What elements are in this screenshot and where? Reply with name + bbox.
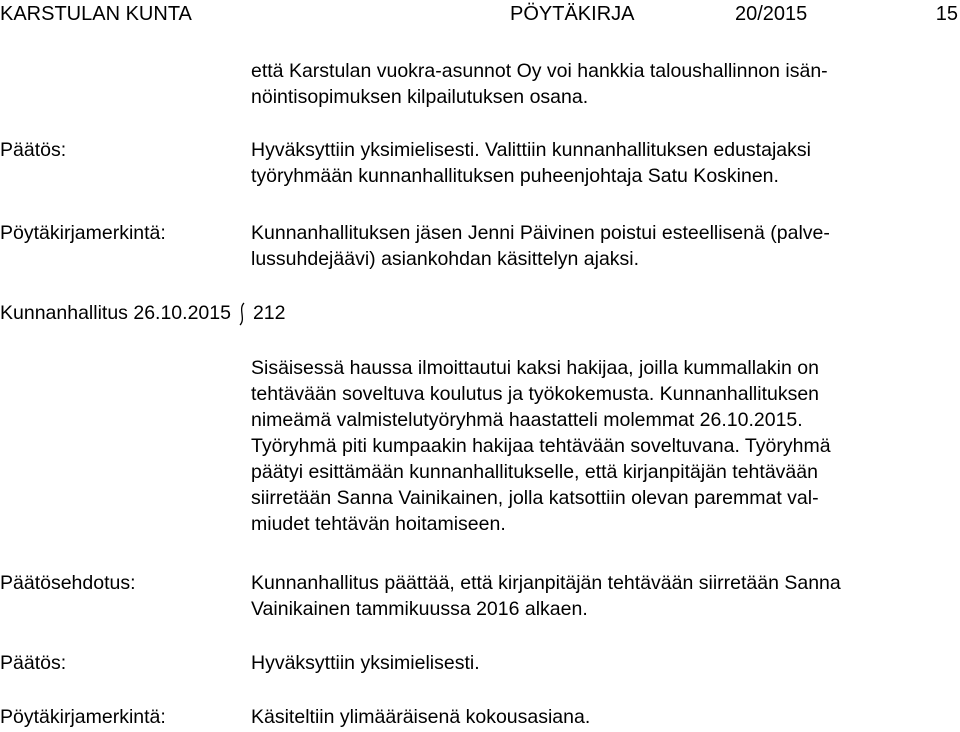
paragraph-line: Kunnanhallituksen jäsen Jenni Päivinen poistui esteellisenä (palve-	[251, 222, 830, 244]
paragraph-line: miudet tehtävän hoitamiseen.	[251, 513, 506, 535]
minutes-note-text	[251, 704, 956, 730]
paragraph-line: että Karstulan vuokra-asunnot Oy voi hankkia taloushallinnon isän-	[251, 60, 828, 82]
paragraph-line: Työryhmä piti kumpaakin hakijaa tehtävään soveltuvana. Työryhmä	[251, 435, 831, 457]
meeting-section-heading	[0, 300, 286, 327]
decision-label: Päätös:	[0, 652, 67, 674]
paragraph-line: Kunnanhallitus päättää, että kirjanpitäjän tehtävään siirretään Sanna	[251, 572, 841, 594]
prev-decision-text	[251, 137, 956, 189]
header-page-number: 15	[935, 3, 958, 25]
paragraph-line: Käsiteltiin ylimääräisenä kokousasiana.	[251, 706, 591, 728]
header-document-number: 20/2015	[735, 3, 808, 25]
minutes-note-label: Pöytäkirjamerkintä:	[0, 706, 166, 728]
paragraph-line: työryhmään kunnanhallituksen puheenjohtaja Satu Koskinen.	[251, 165, 779, 187]
prev-decision-label: Päätös:	[0, 139, 67, 161]
section-separator-icon	[237, 301, 247, 327]
prev-minutes-note-text	[251, 220, 956, 272]
prev-minutes-note-label: Pöytäkirjamerkintä:	[0, 222, 166, 244]
paragraph-line: Sisäisessä haussa ilmoittautui kaksi hakijaa, joilla kummallakin on	[251, 357, 819, 379]
section-number: 212	[252, 302, 286, 324]
meeting-body-date: Kunnanhallitus 26.10.2015	[0, 302, 231, 324]
paragraph-line: päätyi esittämään kunnanhallitukselle, että kirjanpitäjän tehtävään	[251, 461, 818, 483]
paragraph-line: nöintisopimuksen kilpailutuksen osana.	[251, 86, 589, 108]
proposal-label: Päätösehdotus:	[0, 572, 136, 594]
prev-item-text	[251, 58, 956, 110]
paragraph-line: lussuhdejäävi) asiankohdan käsittelyn ajaksi.	[251, 248, 640, 270]
page-header	[0, 3, 960, 29]
paragraph-line: tehtävään soveltuva koulutus ja työkokemusta. Kunnanhallituksen	[251, 383, 820, 405]
paragraph-line: Hyväksyttiin yksimielisesti. Valittiin kunnanhallituksen edustajaksi	[251, 139, 811, 161]
header-organization: KARSTULAN KUNTA	[0, 3, 192, 25]
paragraph-line: nimeämä valmistelutyöryhmä haastatteli molemmat 26.10.2015.	[251, 409, 803, 431]
header-document-type: PÖYTÄKIRJA	[510, 3, 635, 25]
paragraph-line: Hyväksyttiin yksimielisesti.	[251, 652, 480, 674]
item-description	[251, 355, 956, 537]
decision-text	[251, 650, 956, 676]
paragraph-line: Vainikainen tammikuussa 2016 alkaen.	[251, 598, 588, 620]
proposal-text	[251, 570, 956, 622]
paragraph-line: siirretään Sanna Vainikainen, jolla katsottiin olevan paremmat val-	[251, 487, 819, 509]
